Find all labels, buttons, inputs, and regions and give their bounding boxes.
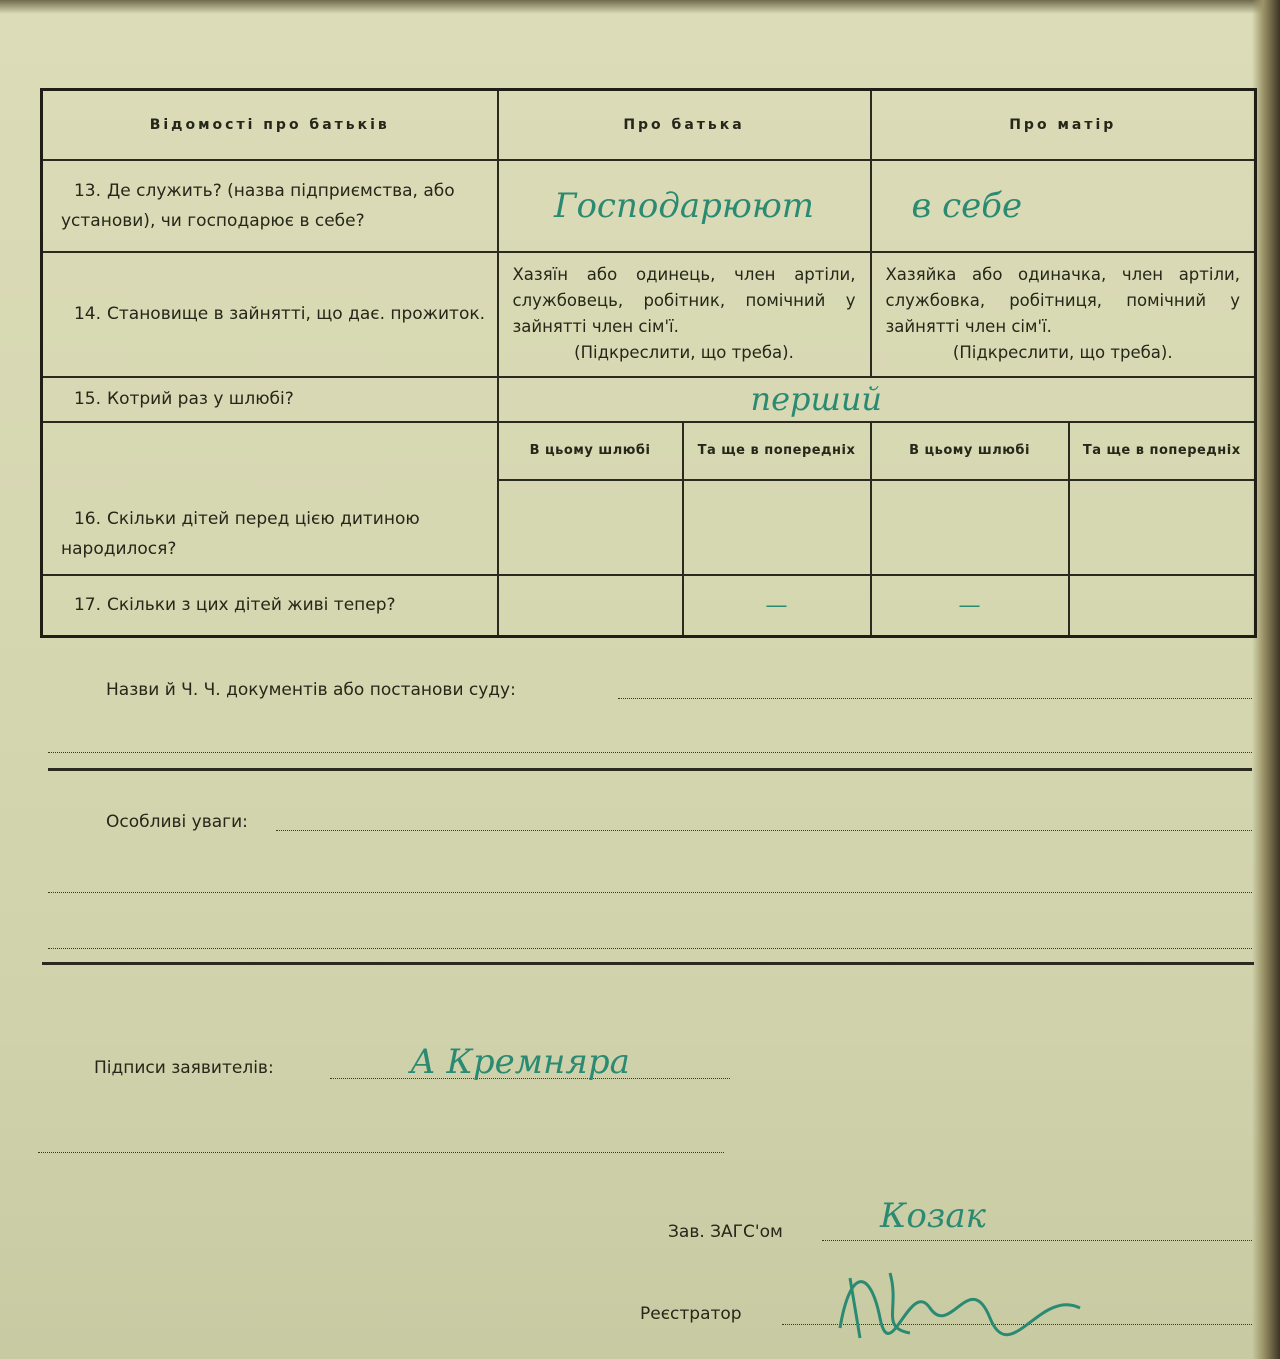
q14-father-options xyxy=(498,252,871,377)
row-q14 xyxy=(42,252,1256,377)
q13-text: Де служить? (назва підприємства, або установи), чи господарює в себе? xyxy=(61,180,455,231)
signatures-handwriting: А Кремняра xyxy=(410,1042,630,1082)
head-label: Зав. ЗАГС'ом xyxy=(668,1222,783,1242)
q17-number: 17. xyxy=(73,595,101,616)
header-row xyxy=(42,90,1256,160)
q16-mother-this-cell xyxy=(871,480,1069,575)
registrar-label: Реєстратор xyxy=(640,1304,742,1324)
notes-label: Особливі уваги: xyxy=(106,812,248,832)
q17-father-previous-cell xyxy=(683,575,871,637)
q16-father-previous-cell xyxy=(683,480,871,575)
q13-father-answer xyxy=(498,160,871,252)
q13-question xyxy=(42,160,498,252)
q17-dash-mark: — xyxy=(765,592,788,618)
q16-question xyxy=(42,422,498,575)
q17-question xyxy=(42,575,498,637)
q16-mother-previous-cell xyxy=(1069,480,1256,575)
notes-line-1 xyxy=(276,830,1252,831)
registrar-signature xyxy=(820,1248,1100,1348)
q16-father-this-cell xyxy=(498,480,683,575)
row-q16-subheaders xyxy=(42,422,1256,480)
q16-text: Скільки дітей перед цією дитиною народилося? xyxy=(61,508,420,559)
documents-label: Назви й Ч. Ч. документів або постанови суду: xyxy=(106,680,516,700)
parents-info-table xyxy=(40,88,1257,638)
header-father: Про батька xyxy=(498,90,871,160)
q14-question xyxy=(42,252,498,377)
q16-sub-mother-this: В цьому шлюбі xyxy=(871,422,1069,480)
q14-text: Становище в зайнятті, що дає. прожиток. xyxy=(107,304,486,324)
q16-number: 16. xyxy=(73,508,101,529)
q17-father-this-cell xyxy=(498,575,683,637)
head-line xyxy=(822,1240,1252,1241)
documents-line-2 xyxy=(48,752,1252,753)
row-q17 xyxy=(42,575,1256,637)
signatures-label: Підписи заявителів: xyxy=(94,1058,274,1078)
q13-mother-answer xyxy=(871,160,1256,252)
head-handwriting: Козак xyxy=(880,1196,986,1236)
q15-number: 15. xyxy=(73,389,101,409)
q17-text: Скільки з цих дітей живі тепер? xyxy=(107,595,396,616)
q16-sub-father-previous: Та ще в попередніх xyxy=(683,422,871,480)
q14-father-options-text: Хазяїн або одинець, член артіли, службовець, робітник, помічний у зайнятті член сім'ї. xyxy=(512,265,856,336)
q13-mother-handwriting: в себе xyxy=(911,185,1023,226)
q14-mother-note: (Підкреслити, що треба). xyxy=(952,343,1173,362)
q15-text: Котрий раз у шлюбі? xyxy=(107,389,294,409)
q16-sub-father-this: В цьому шлюбі xyxy=(498,422,683,480)
q13-father-handwriting: Господарюют xyxy=(553,185,815,226)
q17-mother-this-cell xyxy=(871,575,1069,637)
row-q13 xyxy=(42,160,1256,252)
documents-line-1 xyxy=(618,698,1252,699)
header-mother: Про матір xyxy=(871,90,1256,160)
q15-answer xyxy=(498,377,1256,422)
notes-line-2 xyxy=(48,892,1252,893)
row-q15 xyxy=(42,377,1256,422)
notes-line-3 xyxy=(48,948,1252,949)
q15-question xyxy=(42,377,498,422)
q13-number: 13. xyxy=(73,180,101,201)
q14-father-note: (Підкреслити, що треба). xyxy=(574,343,794,362)
header-info: Відомості про батьків xyxy=(42,90,498,160)
q14-number: 14. xyxy=(73,304,101,324)
q16-sub-mother-previous: Та ще в попередніх xyxy=(1069,422,1256,480)
q17-dash-mark-2: — xyxy=(958,592,981,618)
q14-mother-options-text: Хазяйка або одиначка, член артіли, службовка, робітниця, помічний у зайнятті член сім'ї. xyxy=(885,265,1240,336)
signatures-line-2 xyxy=(38,1152,724,1153)
q17-mother-previous-cell xyxy=(1069,575,1256,637)
q15-handwriting: перший xyxy=(750,380,883,418)
notes-separator xyxy=(42,962,1254,965)
page-top-shadow xyxy=(0,0,1280,14)
q14-mother-options xyxy=(871,252,1256,377)
documents-separator xyxy=(48,768,1252,771)
